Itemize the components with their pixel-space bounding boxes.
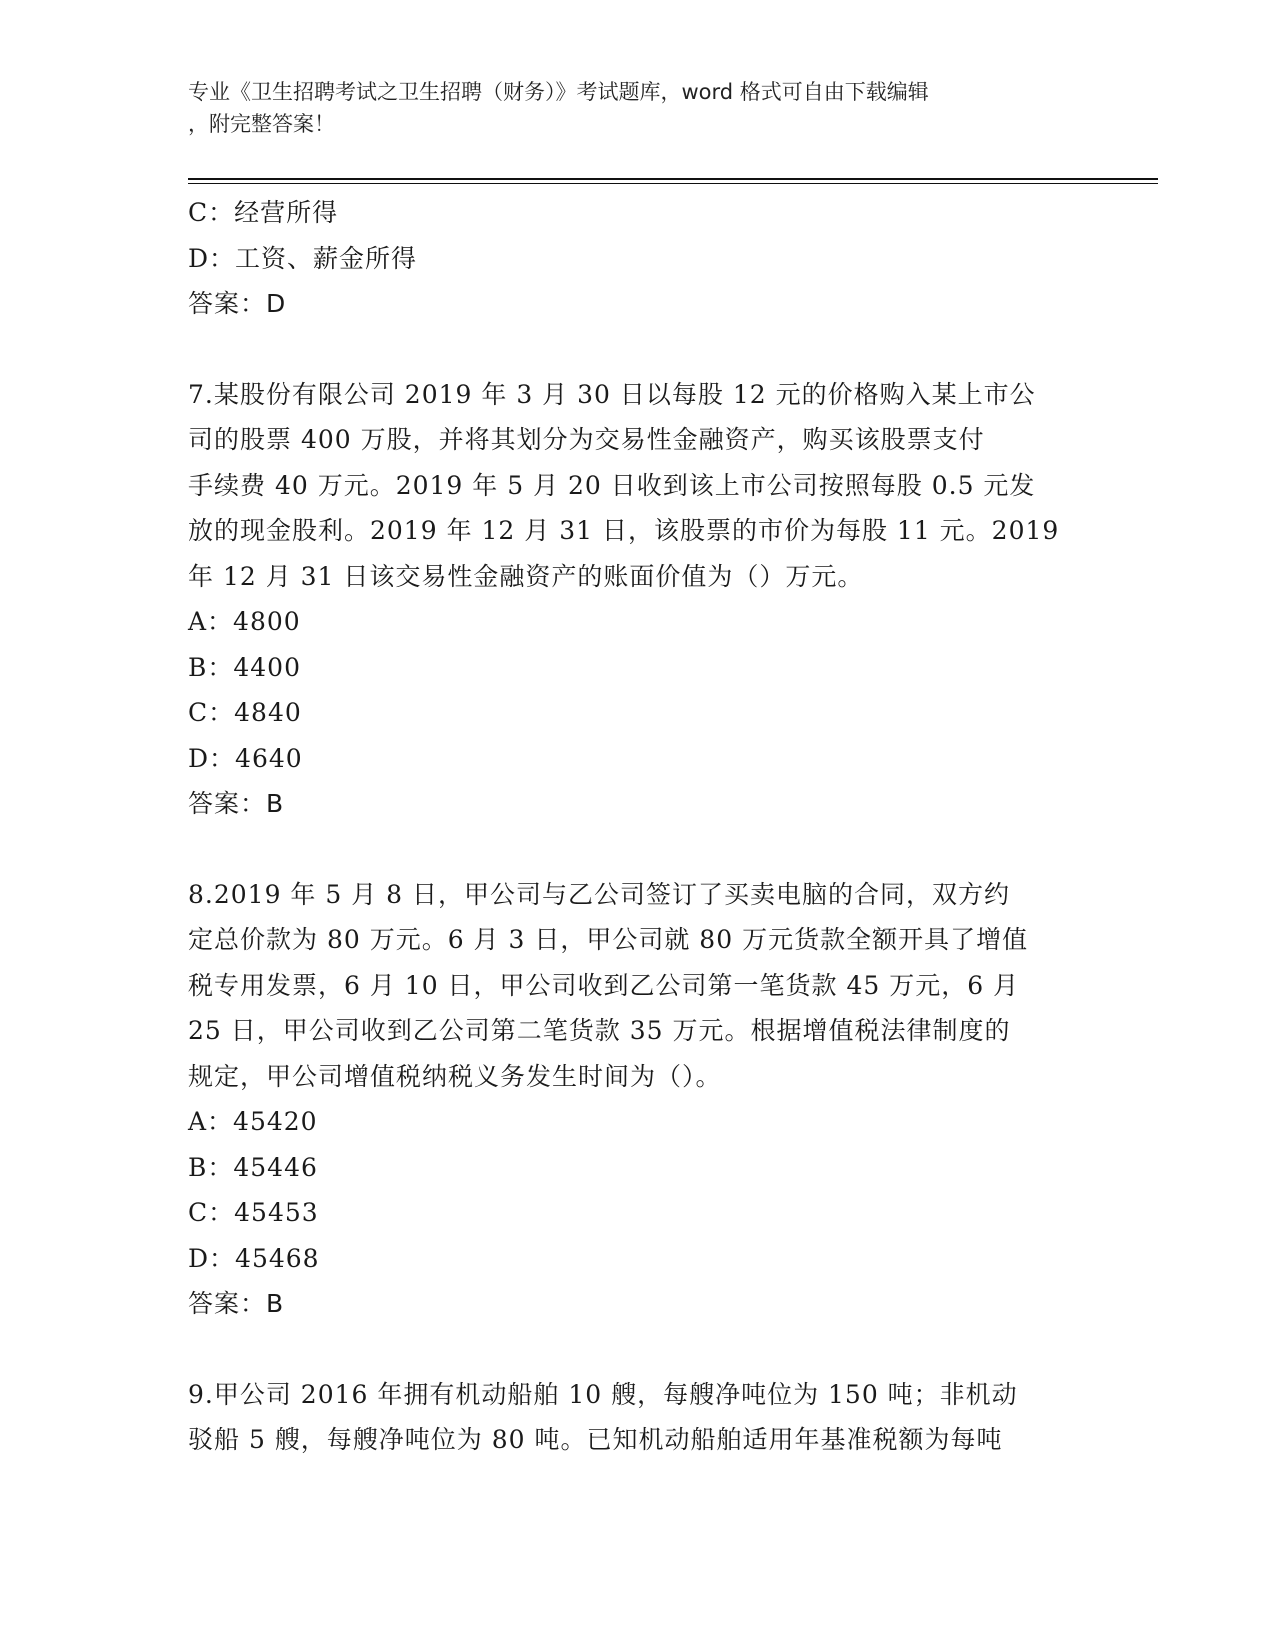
option-c: C：45453 (188, 1198, 319, 1227)
option-a: A：45420 (188, 1107, 318, 1136)
option-c: C：经营所得 (188, 198, 339, 227)
header-line-1: 专业《卫生招聘考试之卫生招聘（财务）》考试题库，word 格式可自由下载编辑 (188, 80, 929, 104)
question-text-line: 驳船 5 艘，每艘净吨位为 80 吨。已知机动船舶适用年基准税额为每吨 (188, 1425, 1003, 1454)
question-text-line: 司的股票 400 万股，并将其划分为交易性金融资产，购买该股票支付 (188, 425, 985, 454)
header-line-2: ，附完整答案！ (188, 112, 335, 136)
question-text-line: 定总价款为 80 万元。6 月 3 日，甲公司就 80 万元货款全额开具了增值 (188, 925, 1029, 954)
option-a: A：4800 (188, 607, 301, 636)
question-text-line: 手续费 40 万元。2019 年 5 月 20 日收到该上市公司按照每股 0.5 元发 (188, 470, 1036, 500)
option-b: B：45446 (188, 1152, 318, 1182)
option-c: C：4840 (188, 698, 302, 727)
answer-line: 答案：B (188, 789, 285, 818)
question-8 (188, 872, 1088, 1327)
question-text-line: 7.某股份有限公司 2019 年 3 月 30 日以每股 12 元的价格购入某上市公 (188, 379, 1036, 409)
question-text-line: 税专用发票，6 月 10 日，甲公司收到乙公司第一笔货款 45 万元，6 月 (188, 970, 1020, 1000)
answer-line: 答案：D (188, 289, 287, 318)
question-text-line: 规定，甲公司增值税纳税义务发生时间为（）。 (188, 1061, 722, 1091)
option-d: D：4640 (188, 743, 303, 773)
answer-line: 答案：B (188, 1289, 285, 1318)
question-text-line: 年 12 月 31 日该交易性金融资产的账面价值为（）万元。 (188, 561, 864, 591)
question-text-line: 8.2019 年 5 月 8 日，甲公司与乙公司签订了买卖电脑的合同，双方约 (188, 879, 1011, 909)
question-text-line: 9.甲公司 2016 年拥有机动船舶 10 艘，每艘净吨位为 150 吨；非机动 (188, 1379, 1018, 1409)
previous-question-tail (188, 190, 1088, 327)
option-d: D：工资、薪金所得 (188, 243, 418, 273)
header-rule-thin (188, 183, 1158, 184)
question-text-line: 25 日，甲公司收到乙公司第二笔货款 35 万元。根据增值税法律制度的 (188, 1016, 1011, 1045)
option-d: D：45468 (188, 1243, 320, 1273)
question-text-line: 放的现金股利。2019 年 12 月 31 日，该股票的市价为每股 11 元。2019 (188, 516, 1060, 545)
page-header (188, 76, 1068, 140)
option-b: B：4400 (188, 652, 301, 682)
header-rule-thick (188, 178, 1158, 180)
question-content (188, 190, 1088, 1463)
question-9 (188, 1372, 1088, 1463)
question-7 (188, 372, 1088, 827)
